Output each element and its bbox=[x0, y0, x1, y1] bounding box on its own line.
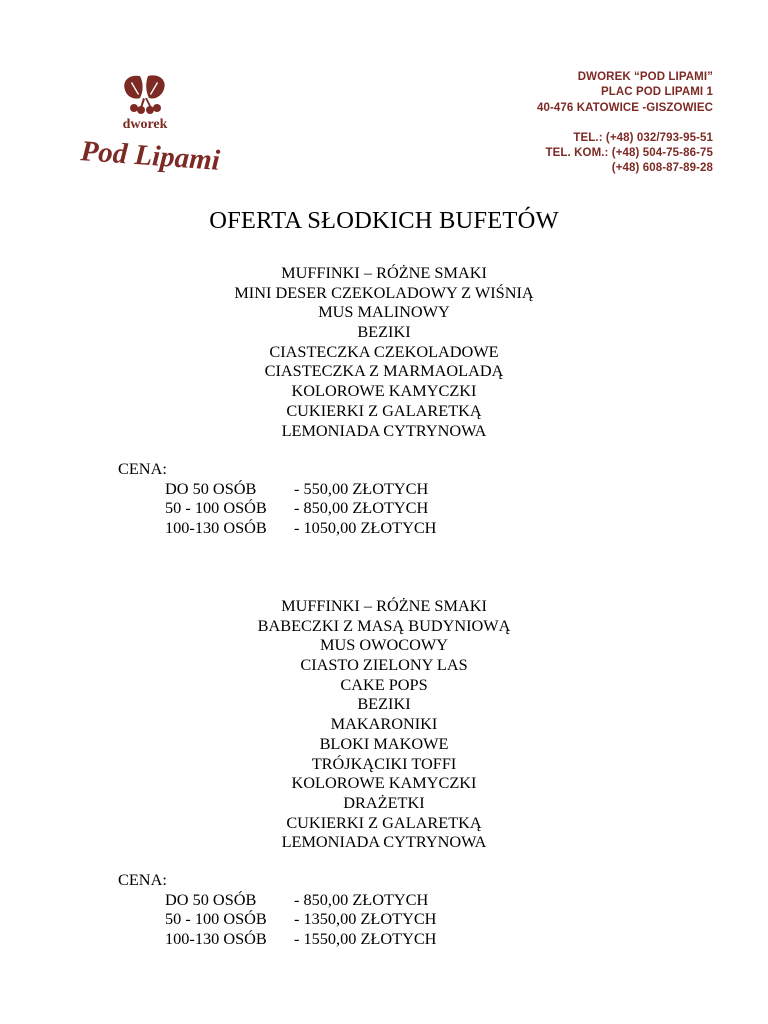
menu-item: MUS OWOCOWY bbox=[320, 635, 448, 655]
offer-2-prices bbox=[118, 870, 436, 949]
logo-name-text: Pod Lipami bbox=[79, 135, 221, 177]
menu-item: BEZIKI bbox=[357, 694, 411, 714]
price-label: CENA: bbox=[118, 459, 167, 478]
price-row bbox=[118, 479, 436, 499]
offer-2-menu bbox=[0, 596, 768, 852]
menu-item: MUFFINKI – RÓŻNE SMAKI bbox=[281, 263, 487, 282]
contact-phone: (+48) 608-87-89-28 bbox=[611, 162, 713, 175]
page-title: OFERTA SŁODKICH BUFETÓW bbox=[209, 207, 559, 234]
price-cost: - 850,00 ZŁOTYCH bbox=[294, 889, 429, 909]
menu-item: CIASTECZKA CZEKOLADOWE bbox=[269, 341, 499, 361]
price-cost: - 1350,00 ZŁOTYCH bbox=[294, 909, 437, 929]
menu-item: KOLOROWE KAMYCZKI bbox=[291, 773, 477, 793]
contact-line: DWOREK “POD LIPAMI” bbox=[577, 71, 713, 83]
menu-item: BLOKI MAKOWE bbox=[319, 733, 449, 753]
offer-1-menu bbox=[0, 263, 768, 440]
menu-item: MAKARONIKI bbox=[330, 714, 438, 734]
letterhead bbox=[0, 0, 768, 190]
menu-item: TRÓJKĄCIKI TOFFI bbox=[311, 753, 457, 773]
menu-item: CUKIERKI Z GALARETKĄ bbox=[286, 400, 482, 420]
pod-lipami-logo bbox=[70, 70, 240, 185]
price-cost: - 1550,00 ZŁOTYCH bbox=[294, 929, 437, 949]
menu-item: CUKIERKI Z GALARETKĄ bbox=[286, 812, 482, 832]
price-cost: - 550,00 ZŁOTYCH bbox=[294, 478, 429, 498]
menu-item: MINI DESER CZEKOLADOWY Z WIŚNIĄ bbox=[234, 282, 534, 302]
price-cost: - 850,00 ZŁOTYCH bbox=[294, 498, 429, 518]
menu-item: CIASTECZKA Z MARMAOLADĄ bbox=[264, 361, 504, 381]
price-tier: DO 50 OSÓB bbox=[165, 478, 257, 498]
contact-phone: TEL. KOM.: (+48) 504-75-86-75 bbox=[545, 147, 713, 160]
price-row bbox=[118, 909, 436, 929]
menu-item: CIASTO ZIELONY LAS bbox=[300, 655, 468, 675]
price-row bbox=[118, 890, 436, 910]
price-tier: DO 50 OSÓB bbox=[165, 889, 257, 909]
logo-small-text: dworek bbox=[122, 117, 168, 132]
contact-line: 40-476 KATOWICE -GISZOWIEC bbox=[537, 101, 713, 114]
contact-block bbox=[537, 70, 713, 177]
menu-item: CAKE POPS bbox=[340, 674, 428, 694]
menu-item: MUFFINKI – RÓŻNE SMAKI bbox=[281, 596, 487, 615]
linden-leaves-icon bbox=[70, 70, 240, 185]
price-label: CENA: bbox=[118, 870, 167, 889]
menu-item: KOLOROWE KAMYCZKI bbox=[291, 381, 477, 401]
price-row bbox=[118, 498, 436, 518]
menu-item: LEMONIADA CYTRYNOWA bbox=[281, 832, 487, 852]
contact-phone: TEL.: (+48) 032/793-95-51 bbox=[573, 131, 713, 144]
price-row bbox=[118, 518, 436, 538]
menu-item: DRAŻETKI bbox=[343, 792, 425, 812]
price-cost: - 1050,00 ZŁOTYCH bbox=[294, 518, 437, 538]
menu-item: BEZIKI bbox=[357, 322, 411, 342]
offer-1-prices bbox=[118, 459, 436, 538]
price-tier: 50 - 100 OSÓB bbox=[165, 498, 267, 518]
menu-item: MUS MALINOWY bbox=[318, 302, 450, 322]
price-row bbox=[118, 929, 436, 949]
contact-line: PLAC POD LIPAMI 1 bbox=[600, 86, 713, 99]
price-tier: 50 - 100 OSÓB bbox=[165, 909, 267, 929]
menu-item: BABECZKI Z MASĄ BUDYNIOWĄ bbox=[257, 615, 511, 635]
menu-item: LEMONIADA CYTRYNOWA bbox=[281, 420, 487, 440]
price-tier: 100-130 OSÓB bbox=[165, 929, 267, 949]
price-tier: 100-130 OSÓB bbox=[165, 518, 267, 538]
